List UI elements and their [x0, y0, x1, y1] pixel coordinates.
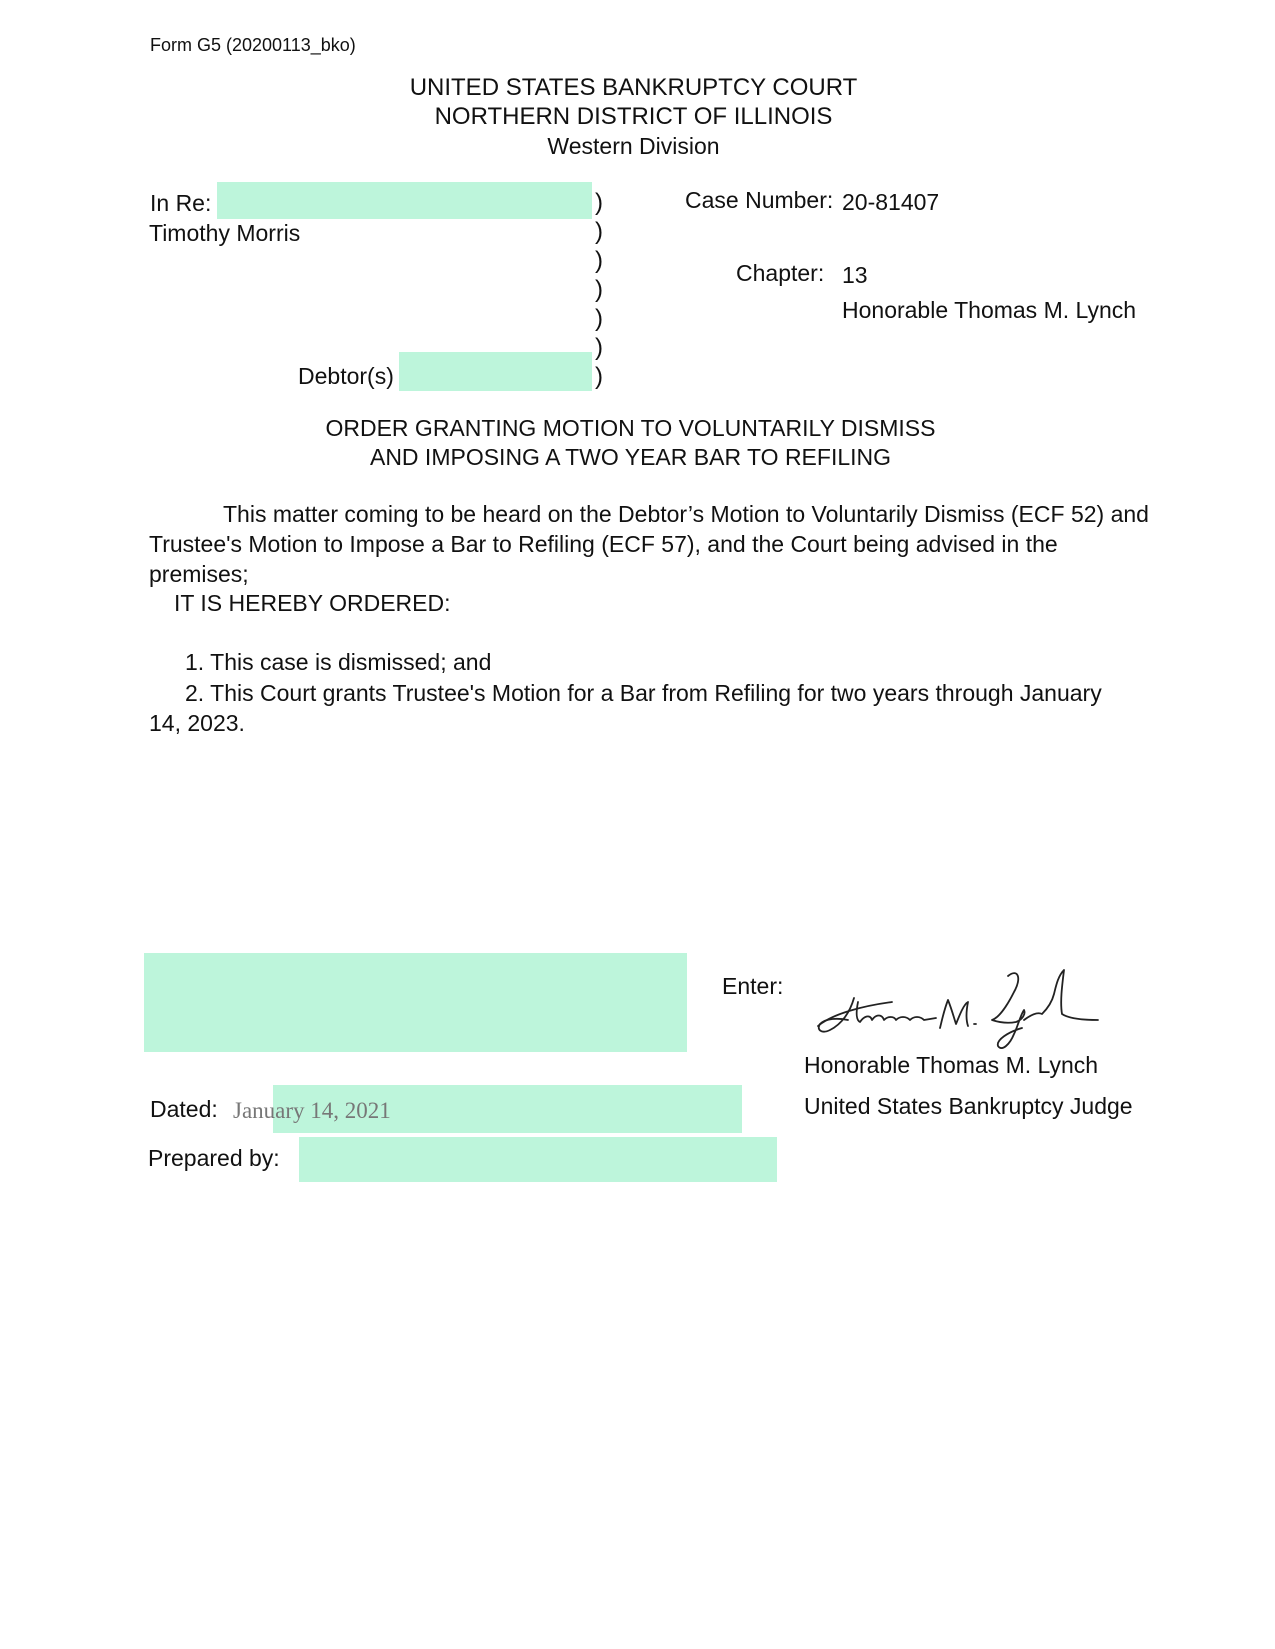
ordered-heading: IT IS HEREBY ORDERED: — [174, 590, 451, 616]
chapter-label: Chapter: — [736, 260, 825, 286]
caption-paren: ) — [595, 334, 603, 361]
order-title-line1: ORDER GRANTING MOTION TO VOLUNTARILY DISMISS — [325, 415, 936, 441]
debtor-label: Debtor(s) — [298, 363, 394, 389]
caption-paren: ) — [595, 276, 603, 303]
dated-label: Dated: — [150, 1096, 218, 1122]
caption-paren: ) — [595, 218, 603, 245]
caption-paren: ) — [595, 305, 603, 332]
order-item-1: 1. This case is dismissed; and — [185, 649, 492, 675]
court-district: NORTHERN DISTRICT OF ILLINOIS — [434, 103, 833, 130]
case-number: 20-81407 — [842, 189, 940, 215]
case-number-label: Case Number: — [685, 187, 834, 213]
court-name: UNITED STATES BANKRUPTCY COURT — [409, 74, 858, 101]
in-re-field[interactable] — [217, 182, 592, 219]
signature-judge-title: United States Bankruptcy Judge — [804, 1093, 1133, 1119]
signature-judge-name: Honorable Thomas M. Lynch — [804, 1052, 1099, 1078]
caption-paren: ) — [595, 247, 603, 274]
order-title-line2: AND IMPOSING A TWO YEAR BAR TO REFILING — [369, 444, 892, 470]
intro-paragraph: This matter coming to be heard on the Debtor’s Motion to Voluntarily Dismiss (ECF 52) and Trustee's Motion to Impose a Bar to Refiling (ECF 57), and the Court being advised in the premises; — [149, 501, 1149, 587]
form-id: Form G5 (20200113_bko) — [150, 35, 356, 55]
caption-judge: Honorable Thomas M. Lynch — [842, 297, 1137, 323]
prepared-by-field[interactable] — [299, 1137, 777, 1182]
caption-paren: ) — [595, 363, 603, 390]
order-item-2: 2. This Court grants Trustee's Motion for a Bar from Refiling for two years through January 14, 2023. — [149, 680, 1102, 736]
debtor-field[interactable] — [399, 352, 592, 391]
chapter-number: 13 — [842, 262, 868, 288]
enter-label: Enter: — [722, 973, 784, 999]
prepared-by-label: Prepared by: — [148, 1145, 280, 1171]
judge-signature — [812, 962, 1102, 1057]
in-re-label: In Re: — [150, 190, 212, 216]
debtor-name: Timothy Morris — [149, 220, 301, 246]
court-division: Western Division — [547, 133, 720, 159]
caption-paren: ) — [595, 189, 603, 216]
seal-field[interactable] — [144, 953, 687, 1052]
dated-value: January 14, 2021 — [233, 1098, 391, 1123]
